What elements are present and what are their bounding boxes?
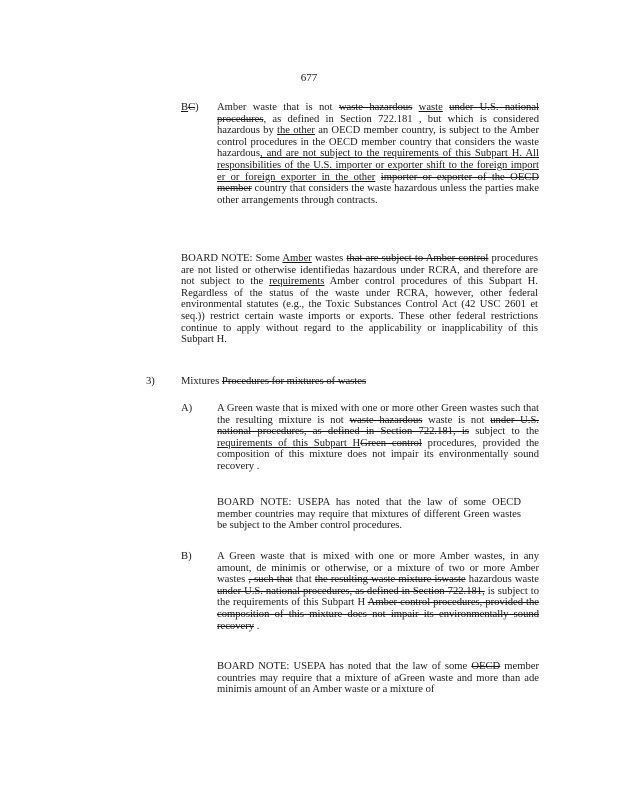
deleted-text: importer or exporter of the OECD member (217, 171, 540, 195)
section-number: 3) (146, 376, 155, 387)
deleted-text: under U.S. national procedures (217, 102, 539, 125)
text-run: , as defined in Section 722.181 , but which is considered hazardous by (217, 113, 539, 137)
deleted-text: waste hazardous (338, 102, 413, 113)
text-run: A Green waste that is mixed with one or more other Green wastes such that the resulting mixture is not (217, 403, 539, 426)
section-title-text: Mixtures (181, 376, 220, 387)
label-tail: ) (195, 102, 199, 113)
text-run: procedures are not listed or otherwise identifiedas hazardous under RCRA, and therefore are not subject to the (181, 253, 539, 288)
deleted-text: Amber control procedures, provided the composition of this mixture does not impair its environmentally sound recovery (217, 597, 539, 632)
text-run: BOARD NOTE: Some (181, 253, 283, 264)
paragraph-b-text (217, 102, 539, 206)
deleted-text: under U.S. national procedures, as defined in Section 722.181, (217, 585, 485, 597)
text-run: an OECD member country, is subject to the Amber control procedures in the OECD member country that considers the waste hazardous (217, 125, 540, 160)
section-title (181, 376, 366, 387)
board-note-3 (217, 661, 539, 696)
paragraph-label-a: A) (181, 403, 193, 414)
deleted-text: the resulting waste mixture is (314, 574, 442, 586)
deleted-text: waste hazardous (349, 414, 423, 426)
text-run: A Green waste that is mixed with one or more Amber wastes, in any amount, de minimis or otherwise, or a mixture of two or more Amber wastes (217, 551, 539, 586)
deleted-text: that are subject to Amber control (346, 253, 489, 264)
text-run: . (254, 620, 260, 632)
deleted-text: OECD (471, 661, 501, 672)
paragraph-a-text (217, 403, 539, 473)
inserted-text: requirements (269, 276, 325, 288)
deleted-text: Procedures for mixtures of wastes (221, 376, 367, 387)
text-run: Amber waste that is not (217, 102, 339, 113)
text-run: subject to the (468, 426, 539, 438)
text-run: wastes (311, 253, 347, 264)
deleted-text: under U.S. national procedures, as defined in Section 722.181, is (217, 414, 539, 438)
text-run: waste is not (422, 414, 491, 426)
label-inserted: B (181, 102, 189, 113)
inserted-text: requirements of this Subpart H (217, 437, 361, 449)
text-run: country that considers the waste hazardous unless the parties make other arrangements through contracts. (217, 183, 539, 206)
board-note-1 (181, 253, 538, 346)
text-run: is subject to the requirements of this Subpart H (217, 585, 540, 609)
inserted-text: waste (418, 102, 443, 113)
deleted-text: Green control (360, 437, 422, 449)
text-run: Amber control procedures of this Subpart H. Regardless of the status of the waste under RCRA, however, other federal environmental statutes (e.g., the Toxic Substances Control Act (42 USC 2601 et seq.)) restrict certain waste imports or exports. These other federal restrictions continue to apply without regard to the applicability or inapplicability of this Subpart H. (181, 276, 538, 346)
paragraph-b2-text (217, 551, 539, 632)
inserted-text: Amber (282, 253, 312, 264)
paragraph-label-b2: B) (181, 551, 192, 562)
text-run: hazardous waste (465, 574, 539, 586)
label-deleted: C (188, 102, 196, 113)
text-run: that (292, 574, 315, 586)
text-run: member countries may require that a mixture of aGreen waste and more than ade minimis amount of an Amber waste or a mixture of (217, 661, 539, 696)
deleted-text: waste (441, 574, 466, 586)
inserted-text: , and are not subject to the requirements of this Subpart H. All responsibilities of the U.S. importer or exporter shift to the foreign import er or foreign exporter in the other (217, 148, 539, 183)
deleted-text: , such that (248, 574, 293, 586)
inserted-text: the other (277, 125, 315, 137)
page-number: 677 (300, 72, 318, 84)
text-run: BOARD NOTE: USEPA has noted that the law of some (217, 661, 472, 672)
board-note-2: BOARD NOTE: USEPA has noted that the law of some OECD member countries may require that mixtures of different Green wastes be subject to the Amber control procedures. (217, 497, 521, 532)
text-run: procedures, provided the composition of this mixture does not impair its environmentally sound recovery . (217, 437, 539, 472)
paragraph-label-b (181, 102, 199, 113)
